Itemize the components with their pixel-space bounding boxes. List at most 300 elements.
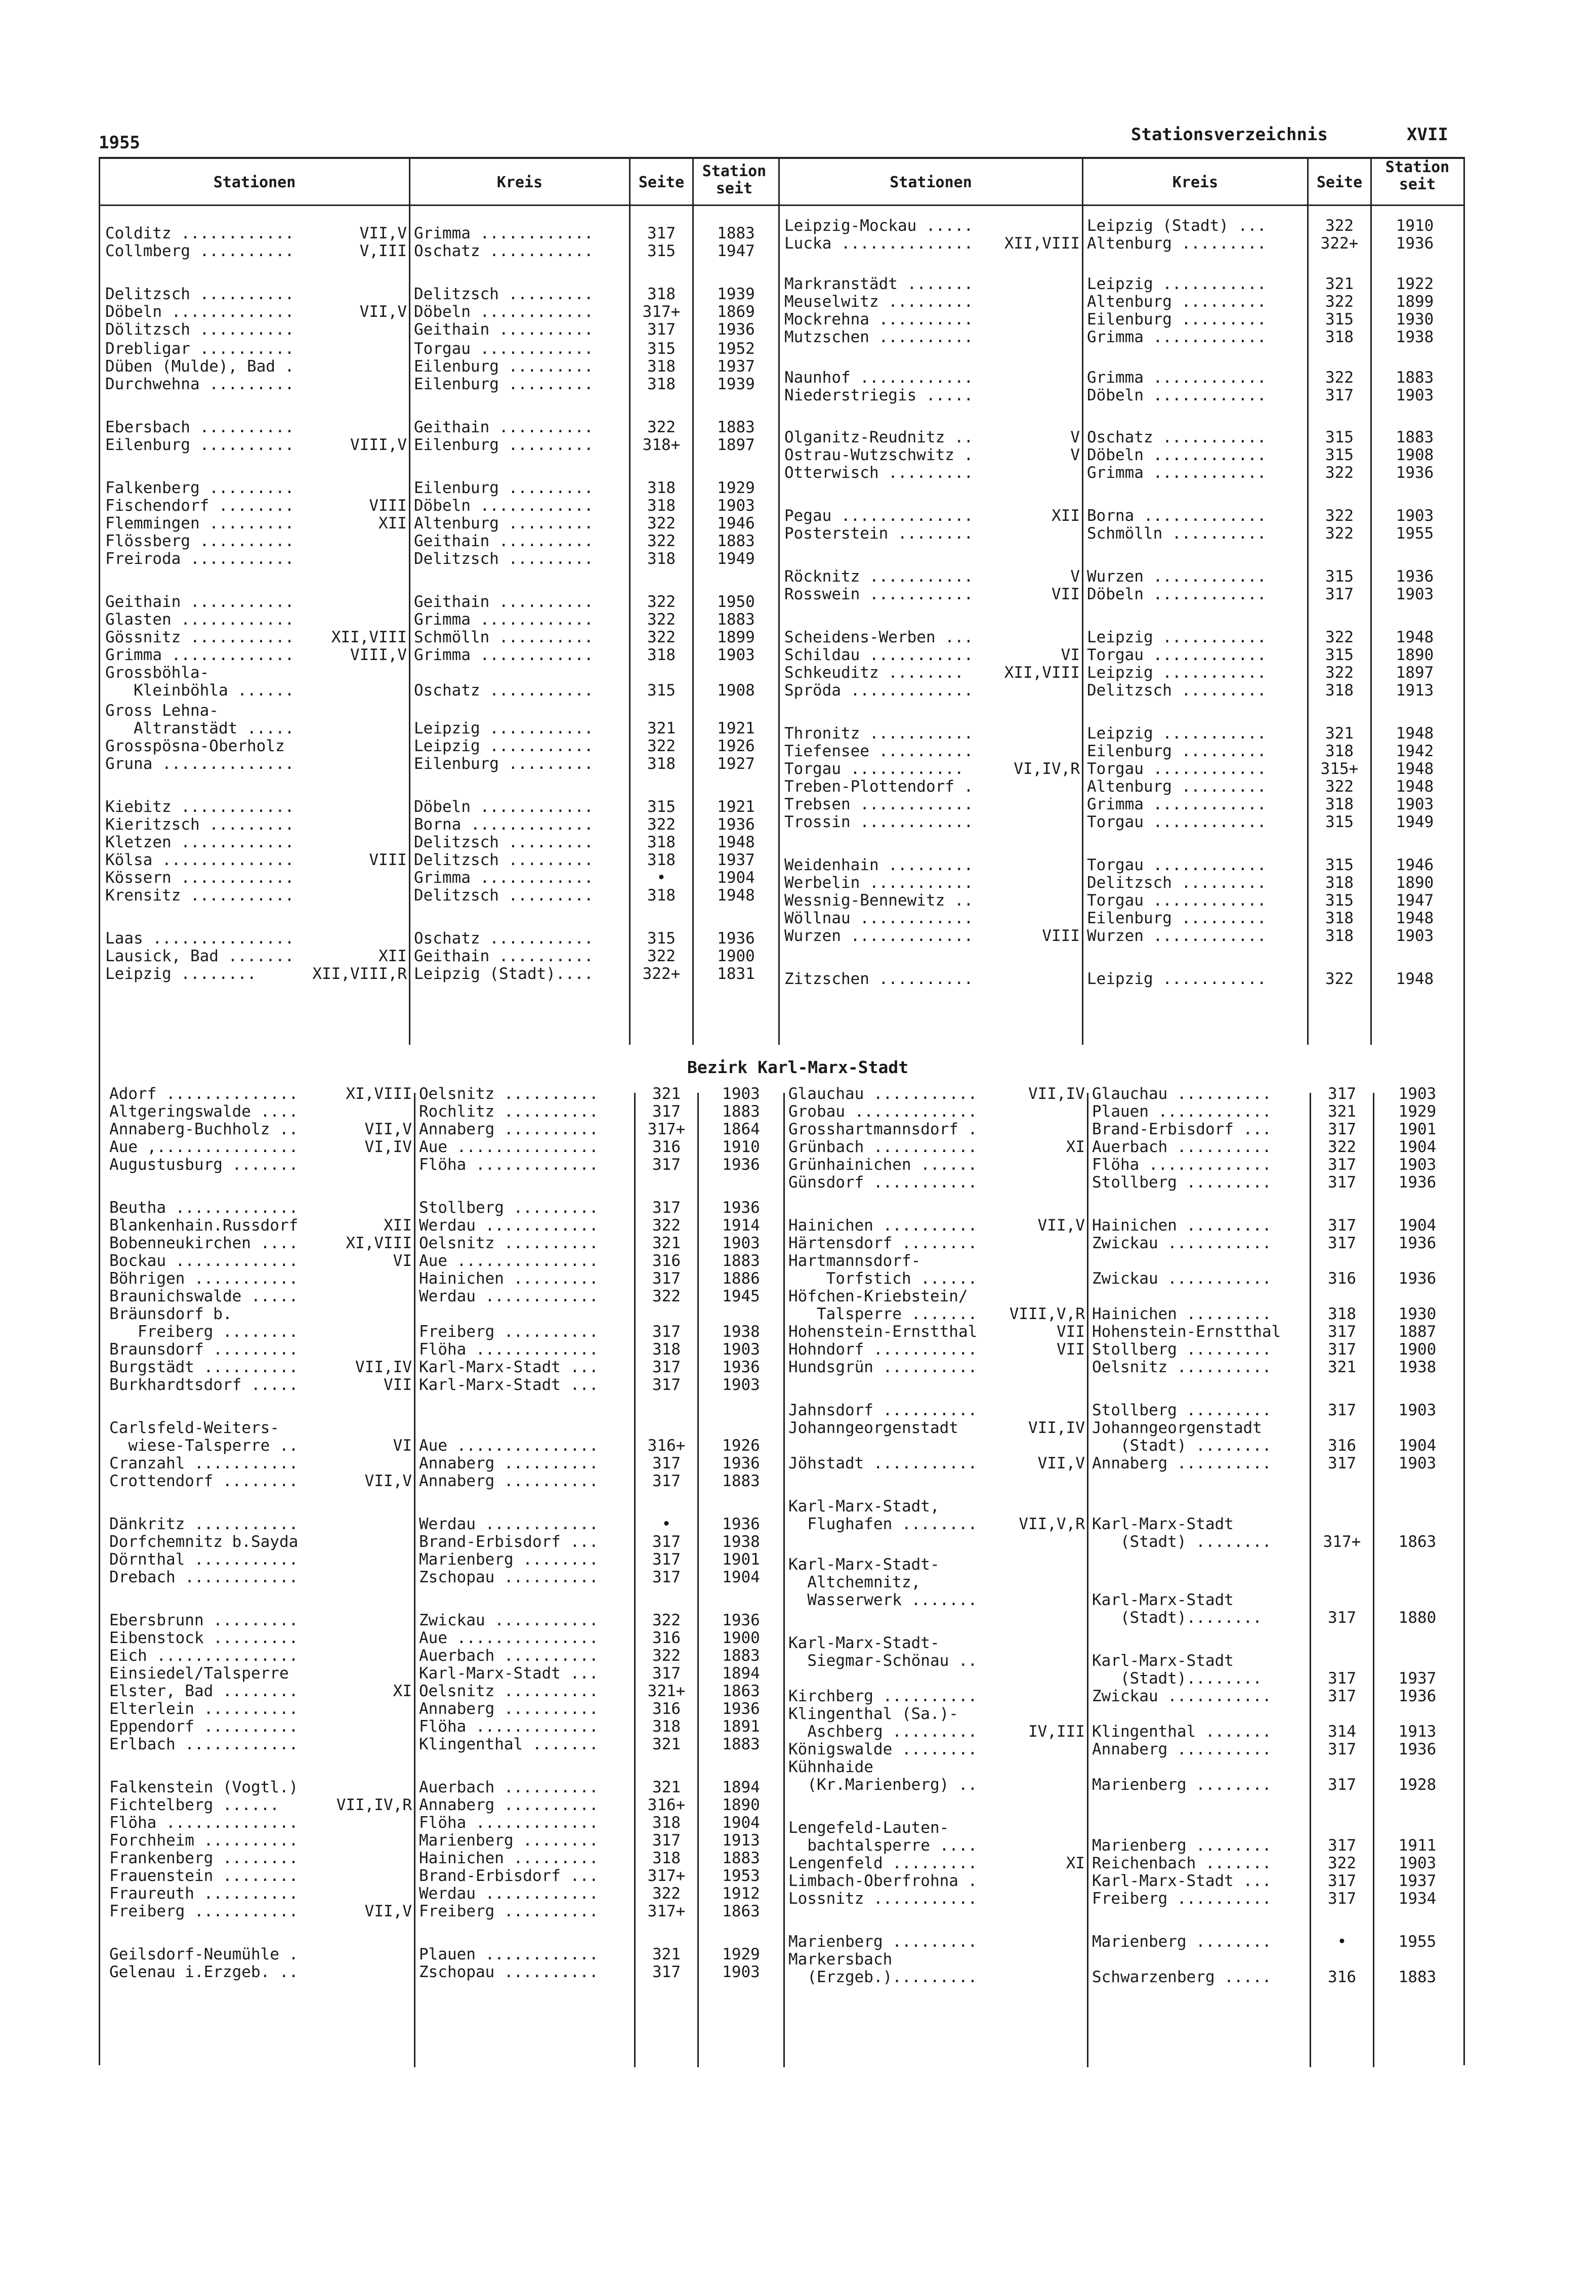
station-name: Naunhof ............ — [784, 368, 974, 387]
kreis-name: Döbeln ............ — [1087, 386, 1267, 404]
seite-value: 318+ — [642, 436, 681, 454]
seite-value: 321 — [652, 1735, 681, 1753]
seite-value: 317 — [652, 1664, 681, 1683]
kreis-name: Grimma ............ — [1087, 464, 1267, 482]
kreis-name: Karl-Marx-Stadt ... — [1092, 1872, 1272, 1890]
route-numbers: VIII — [369, 851, 407, 869]
seite-value: 322 — [1325, 628, 1354, 646]
station-since-year: 1939 — [717, 375, 755, 393]
kreis-name: Werdau ............ — [419, 1884, 599, 1903]
station-name: Crottendorf ........ — [109, 1472, 299, 1490]
seite-value: 317 — [652, 1963, 681, 1981]
station-since-year: 1883 — [717, 610, 755, 629]
kreis-name: Geithain .......... — [414, 947, 594, 965]
seite-value: 316 — [652, 1700, 681, 1718]
seite-value: 318 — [652, 1849, 681, 1867]
station-name: Drebach ............ — [109, 1568, 299, 1586]
station-since-year: 1869 — [717, 303, 755, 321]
route-numbers: VII,V — [364, 1120, 412, 1138]
kreis-name: Reichenbach ....... — [1092, 1854, 1272, 1872]
seite-value: 317 — [1328, 1454, 1356, 1472]
station-since-year: 1903 — [1398, 1085, 1437, 1103]
station-table — [99, 157, 1465, 2065]
station-since-year: 1897 — [1396, 664, 1434, 682]
station-name: Dorfchemnitz b.Sayda — [109, 1533, 299, 1551]
kreis-name: Karl-Marx-Stadt — [1092, 1591, 1234, 1609]
kreis-name: Eilenburg ......... — [414, 375, 594, 393]
header-kreis: Kreis — [496, 174, 543, 191]
seite-value: 322 — [1325, 293, 1354, 311]
kreis-name: Grimma ............ — [1087, 368, 1267, 387]
station-since-year: 1910 — [722, 1138, 760, 1156]
station-name: Röcknitz ........... — [784, 567, 974, 586]
station-name: Schildau ........... — [784, 646, 974, 664]
station-since-year: 1946 — [717, 514, 755, 532]
station-since-year: 1949 — [717, 550, 755, 568]
station-since-year: 1831 — [717, 965, 755, 983]
station-since-year: 1886 — [722, 1269, 760, 1288]
seite-value: 322 — [647, 514, 676, 532]
kreis-name: Karl-Marx-Stadt — [1092, 1652, 1234, 1670]
kreis-name: Wurzen ............ — [1087, 927, 1267, 945]
station-since-year: 1883 — [722, 1472, 760, 1490]
kreis-name: Eilenburg ......... — [1087, 742, 1267, 760]
running-title: Stationsverzeichnis — [1131, 125, 1328, 145]
station-name: Elster, Bad ........ — [109, 1682, 299, 1700]
station-since-year: 1891 — [722, 1717, 760, 1736]
station-since-year: 1936 — [722, 1454, 760, 1472]
col-divider — [783, 1093, 785, 2067]
kreis-name: Eilenburg ......... — [414, 755, 594, 773]
station-name: Talsperre ....... — [788, 1305, 978, 1323]
station-since-year: 1927 — [717, 755, 755, 773]
route-numbers: V,III — [359, 242, 407, 260]
station-since-year: 1952 — [717, 340, 755, 358]
station-since-year: 1883 — [717, 532, 755, 550]
route-numbers: XII — [1052, 507, 1080, 525]
station-name: Treben-Plottendorf . — [784, 777, 974, 796]
station-since-year: 1926 — [722, 1437, 760, 1455]
station-name: Mutzschen .......... — [784, 328, 974, 346]
seite-value: 317 — [652, 1199, 681, 1217]
seite-value: 317+ — [647, 1120, 686, 1138]
col-divider — [1087, 1093, 1088, 2067]
kreis-name: Torgau ............ — [1087, 813, 1267, 831]
route-numbers: V — [1070, 567, 1080, 586]
station-name: Limbach-Oberfrohna . — [788, 1872, 978, 1890]
station-name: Kletzen ............ — [105, 833, 295, 851]
kreis-name: Oschatz ........... — [414, 681, 594, 700]
station-since-year: 1880 — [1398, 1609, 1437, 1627]
seite-value: 322 — [1325, 464, 1354, 482]
station-since-year: 1908 — [717, 681, 755, 700]
station-since-year: 1942 — [1396, 742, 1434, 760]
station-name: Grünbach ........... — [788, 1138, 978, 1156]
station-name: Olganitz-Reudnitz .. — [784, 428, 974, 446]
station-name: Leipzig ........ — [105, 965, 257, 983]
station-name: Annaberg-Buchholz .. — [109, 1120, 299, 1138]
kreis-name: Grimma ............ — [414, 610, 594, 629]
station-name: Lausick, Bad ....... — [105, 947, 295, 965]
station-name: Grünhainichen ...... — [788, 1156, 978, 1174]
seite-value: 321 — [1325, 724, 1354, 743]
station-name: Karl-Marx-Stadt- — [788, 1555, 940, 1574]
seite-value: 318 — [1325, 874, 1354, 892]
station-since-year: 1936 — [717, 815, 755, 834]
seite-value: 317 — [1328, 1085, 1356, 1103]
kreis-name: Freiberg .......... — [419, 1323, 599, 1341]
station-since-year: 1900 — [722, 1629, 760, 1647]
station-name: Wessnig-Bennewitz .. — [784, 891, 974, 910]
station-since-year: 1883 — [722, 1102, 760, 1121]
seite-value: 318 — [1325, 681, 1354, 700]
kreis-name: (Stadt)........ — [1092, 1609, 1262, 1627]
route-numbers: V — [1070, 428, 1080, 446]
station-name: Bobenneukirchen .... — [109, 1234, 299, 1252]
seite-value: 321 — [652, 1085, 681, 1103]
station-since-year: 1921 — [717, 798, 755, 816]
kreis-name: Auerbach .......... — [419, 1647, 599, 1665]
station-since-year: 1936 — [1398, 1687, 1437, 1705]
station-name: Gössnitz ........... — [105, 628, 295, 646]
page-number: XVII — [1407, 125, 1448, 145]
kreis-name: Altenburg ......... — [414, 514, 594, 532]
station-name: Burkhardtsdorf ..... — [109, 1376, 299, 1394]
station-name: Pegau .............. — [784, 507, 974, 525]
route-numbers: VI — [393, 1437, 412, 1455]
seite-value: 318 — [1325, 328, 1354, 346]
kreis-name: Delitzsch ......... — [414, 285, 594, 303]
seite-value: 321 — [1328, 1102, 1356, 1121]
station-name: Einsiedel/Talsperre — [109, 1664, 289, 1683]
station-since-year: 1903 — [722, 1234, 760, 1252]
station-since-year: 1903 — [722, 1085, 760, 1103]
station-name: Karl-Marx-Stadt- — [788, 1634, 940, 1652]
kreis-name: Brand-Erbisdorf ... — [419, 1867, 599, 1885]
kreis-name: Leipzig ........... — [1087, 628, 1267, 646]
seite-value: 318 — [1328, 1305, 1356, 1323]
header-station-seit-right: Station seit — [1385, 158, 1450, 193]
station-name: Bräunsdorf b. — [109, 1305, 232, 1323]
station-since-year: 1936 — [1396, 234, 1434, 253]
station-since-year: 1938 — [722, 1533, 760, 1551]
station-name: Lengenfeld ......... — [788, 1854, 978, 1872]
route-numbers: VIII,V — [350, 436, 407, 454]
kreis-name: Delitzsch ......... — [414, 833, 594, 851]
kreis-name: Karl-Marx-Stadt ... — [419, 1376, 599, 1394]
route-numbers: VII — [1057, 1323, 1085, 1341]
station-name: Beutha ............. — [109, 1199, 299, 1217]
seite-value: 321+ — [647, 1682, 686, 1700]
kreis-name: Leipzig (Stadt).... — [414, 965, 594, 983]
station-name: Colditz ............ — [105, 224, 295, 242]
kreis-name: Leipzig ........... — [1087, 275, 1267, 293]
seite-value: 314 — [1328, 1723, 1356, 1741]
seite-value: 318 — [647, 886, 676, 905]
station-name: Gruna .............. — [105, 755, 295, 773]
kreis-name: Schwarzenberg ..... — [1092, 1968, 1272, 1986]
kreis-name: Zwickau ........... — [1092, 1234, 1272, 1252]
station-name: Trebsen ............ — [784, 795, 974, 813]
kreis-name: Aue ............... — [419, 1138, 599, 1156]
station-name: Höfchen-Kriebstein/ — [788, 1287, 968, 1305]
seite-value: 322 — [1325, 217, 1354, 235]
seite-value: 318 — [652, 1717, 681, 1736]
station-since-year: 1953 — [722, 1867, 760, 1885]
kreis-name: Marienberg ........ — [419, 1550, 599, 1569]
kreis-name: Altenburg ......... — [1087, 777, 1267, 796]
route-numbers: VII,V — [364, 1472, 412, 1490]
station-since-year: 1936 — [1396, 464, 1434, 482]
station-since-year: 1948 — [1396, 777, 1434, 796]
station-name: Hartmannsdorf- — [788, 1252, 921, 1270]
seite-value: 322 — [647, 815, 676, 834]
station-since-year: 1904 — [1398, 1138, 1437, 1156]
route-numbers: XI — [393, 1682, 412, 1700]
kreis-name: Flöha ............. — [1092, 1156, 1272, 1174]
kreis-name: Geithain .......... — [414, 418, 594, 436]
kreis-name: Marienberg ........ — [1092, 1776, 1272, 1794]
station-since-year: 1883 — [1398, 1968, 1437, 1986]
station-name: Braunichswalde ..... — [109, 1287, 299, 1305]
seite-value: 318 — [647, 833, 676, 851]
station-name: Grimma ............. — [105, 646, 295, 664]
kreis-name: Annaberg .......... — [1092, 1454, 1272, 1472]
kreis-name: Döbeln ............ — [1087, 446, 1267, 464]
kreis-name: Eilenburg ......... — [1087, 909, 1267, 927]
station-name: Fraureuth .......... — [109, 1884, 299, 1903]
kreis-name: Marienberg ........ — [1092, 1933, 1272, 1951]
kreis-name: Grimma ............ — [414, 224, 594, 242]
station-since-year: 1904 — [722, 1814, 760, 1832]
seite-value: 317 — [1328, 1687, 1356, 1705]
seite-value: 321 — [1325, 275, 1354, 293]
station-name: Glasten ............ — [105, 610, 295, 629]
kreis-name: Oelsnitz .......... — [1092, 1358, 1272, 1376]
station-name: Laas ............... — [105, 929, 295, 948]
kreis-name: Altenburg ......... — [1087, 234, 1267, 253]
kreis-name: Schmölln .......... — [414, 628, 594, 646]
station-since-year: 1900 — [1398, 1340, 1437, 1359]
station-since-year: 1903 — [1396, 386, 1434, 404]
station-name: Grobau ............. — [788, 1102, 978, 1121]
seite-value: 316 — [1328, 1437, 1356, 1455]
station-since-year: 1936 — [722, 1611, 760, 1629]
kreis-name: Geithain .......... — [414, 320, 594, 339]
seite-value: 322 — [647, 628, 676, 646]
station-name: Erlbach ............ — [109, 1735, 299, 1753]
station-since-year: 1936 — [1396, 567, 1434, 586]
kreis-name: Stollberg ......... — [1092, 1401, 1272, 1419]
kreis-name: Klingenthal ....... — [419, 1735, 599, 1753]
kreis-name: Hainichen ......... — [419, 1269, 599, 1288]
station-since-year: 1883 — [717, 224, 755, 242]
kreis-name: Leipzig ........... — [1087, 970, 1267, 988]
station-name: Adorf .............. — [109, 1085, 299, 1103]
station-since-year: 1903 — [1398, 1156, 1437, 1174]
station-name: Torgau ............ — [784, 760, 964, 778]
seite-value: 317 — [652, 1454, 681, 1472]
seite-value: 322 — [1325, 507, 1354, 525]
station-since-year: 1929 — [717, 479, 755, 497]
seite-value: 315+ — [1320, 760, 1359, 778]
station-since-year: 1903 — [1396, 585, 1434, 603]
station-since-year: 1910 — [1396, 217, 1434, 235]
station-since-year: 1913 — [722, 1831, 760, 1850]
kreis-name: Annaberg .......... — [419, 1796, 599, 1814]
station-since-year: 1904 — [722, 1568, 760, 1586]
kreis-name: Freiberg .......... — [1092, 1890, 1272, 1908]
station-since-year: 1936 — [1398, 1269, 1437, 1288]
station-since-year: 1890 — [722, 1796, 760, 1814]
seite-value: 322 — [652, 1611, 681, 1629]
station-name: Frankenberg ........ — [109, 1849, 299, 1867]
station-name: Altranstädt ..... — [105, 719, 295, 737]
seite-value: 317 — [1328, 1669, 1356, 1688]
station-since-year: 1897 — [717, 436, 755, 454]
seite-value: 317 — [1328, 1340, 1356, 1359]
kreis-name: (Stadt) ........ — [1092, 1533, 1272, 1551]
seite-value: 317 — [652, 1269, 681, 1288]
station-name: Altgeringswalde .... — [109, 1102, 299, 1121]
station-name: Flössberg .......... — [105, 532, 295, 550]
station-name: Kirchberg .......... — [788, 1687, 978, 1705]
station-since-year: 1894 — [722, 1664, 760, 1683]
kreis-name: Glauchau .......... — [1092, 1085, 1272, 1103]
kreis-name: Zwickau ........... — [1092, 1269, 1272, 1288]
kreis-name: Borna ............. — [1087, 507, 1267, 525]
seite-value: 315 — [647, 798, 676, 816]
station-name: Düben (Mulde), Bad . — [105, 357, 295, 376]
station-since-year: 1903 — [1396, 507, 1434, 525]
kreis-name: Aue ............... — [419, 1252, 599, 1270]
header-seite-right: Seite — [1316, 174, 1363, 191]
station-name: Gross Lehna- — [105, 702, 219, 720]
station-name: Eibenstock ......... — [109, 1629, 299, 1647]
station-since-year: 1863 — [1398, 1533, 1437, 1551]
route-numbers: XI — [1066, 1854, 1085, 1872]
station-since-year: 1894 — [722, 1778, 760, 1796]
seite-value: 315 — [1325, 813, 1354, 831]
header-station-seit: Station seit — [702, 162, 767, 197]
station-name: Trossin ............ — [784, 813, 974, 831]
seite-value: 317 — [652, 1472, 681, 1490]
station-name: Zitzschen .......... — [784, 970, 974, 988]
station-since-year: 1911 — [1398, 1836, 1437, 1855]
route-numbers: VII — [1052, 585, 1080, 603]
station-name: Augustusburg ....... — [109, 1156, 299, 1174]
station-name: Siegmar-Schönau .. — [788, 1652, 978, 1670]
kreis-name: Grimma ............ — [1087, 795, 1267, 813]
station-since-year: 1936 — [722, 1358, 760, 1376]
seite-value: 322 — [647, 947, 676, 965]
kreis-name: Delitzsch ......... — [1087, 681, 1267, 700]
station-name: Grosspösna-Oberholz — [105, 737, 285, 755]
kreis-name: Klingenthal ....... — [1092, 1723, 1272, 1741]
seite-value: 318 — [647, 646, 676, 664]
seite-value: 322 — [647, 610, 676, 629]
station-name: Tiefensee .......... — [784, 742, 974, 760]
station-name: Falkenberg ......... — [105, 479, 295, 497]
station-since-year: 1936 — [722, 1199, 760, 1217]
seite-value: 316 — [1328, 1968, 1356, 1986]
seite-value: 321 — [1328, 1358, 1356, 1376]
station-since-year: 1913 — [1396, 681, 1434, 700]
station-name: Kühnhaide — [788, 1758, 873, 1776]
station-name: Kleinböhla ...... — [105, 681, 295, 700]
station-since-year: 1863 — [722, 1902, 760, 1920]
station-since-year: 1936 — [722, 1156, 760, 1174]
station-since-year: 1904 — [1398, 1216, 1437, 1235]
seite-value: 317+ — [1323, 1533, 1361, 1551]
station-name: Johanngeorgenstadt — [788, 1419, 958, 1437]
station-name: Jöhstadt ........... — [788, 1454, 978, 1472]
seite-value: 317 — [1328, 1609, 1356, 1627]
route-numbers: VII — [1057, 1340, 1085, 1359]
kreis-name: Werdau ............ — [419, 1216, 599, 1235]
station-name: Flemmingen ......... — [105, 514, 295, 532]
seite-value: 317 — [1328, 1740, 1356, 1758]
station-name: Hohenstein-Ernstthal — [788, 1323, 978, 1341]
station-since-year: 1945 — [722, 1287, 760, 1305]
seite-value: • — [661, 1515, 671, 1533]
station-name: Böhrigen ........... — [109, 1269, 299, 1288]
kreis-name: Freiberg .......... — [419, 1902, 599, 1920]
station-since-year: 1936 — [1398, 1173, 1437, 1192]
kreis-name: Delitzsch ......... — [414, 550, 594, 568]
station-name: Wöllnau ............ — [784, 909, 974, 927]
station-name: Niederstriegis ..... — [784, 386, 974, 404]
station-name: Dölitzsch .......... — [105, 320, 295, 339]
route-numbers: VI — [1061, 646, 1080, 664]
kreis-name: Eilenburg ......... — [414, 357, 594, 376]
kreis-name: Wurzen ............ — [1087, 567, 1267, 586]
station-name: Spröda ............. — [784, 681, 974, 700]
station-name: Dörnthal ........... — [109, 1550, 299, 1569]
kreis-name: Torgau ............ — [1087, 856, 1267, 874]
kreis-name: Annaberg .......... — [419, 1454, 599, 1472]
station-since-year: 1926 — [717, 737, 755, 755]
col-divider — [409, 159, 410, 1045]
station-name: Lossnitz ........... — [788, 1890, 978, 1908]
seite-value: 322 — [1325, 970, 1354, 988]
kreis-name: Hainichen ......... — [419, 1849, 599, 1867]
seite-value: 316 — [1328, 1269, 1356, 1288]
station-name: Hundsgrün .......... — [788, 1358, 978, 1376]
station-name: Flughafen ........ — [788, 1515, 978, 1533]
col-divider — [1082, 159, 1083, 1045]
kreis-name: Döbeln ............ — [414, 798, 594, 816]
station-since-year: 1948 — [1396, 724, 1434, 743]
station-name: Burgstädt .......... — [109, 1358, 299, 1376]
route-numbers: VII,V — [1037, 1216, 1085, 1235]
seite-value: 321 — [652, 1234, 681, 1252]
station-name: Rosswein ........... — [784, 585, 974, 603]
seite-value: 318 — [647, 755, 676, 773]
station-since-year: 1883 — [717, 418, 755, 436]
kreis-name: Eilenburg ......... — [1087, 310, 1267, 329]
seite-value: 315 — [1325, 428, 1354, 446]
kreis-name: Borna ............. — [414, 815, 594, 834]
station-since-year: 1936 — [717, 929, 755, 948]
seite-value: 321 — [652, 1778, 681, 1796]
station-since-year: 1890 — [1396, 646, 1434, 664]
station-name: Schkeuditz ........ — [784, 664, 964, 682]
kreis-name: Werdau ............ — [419, 1515, 599, 1533]
station-since-year: 1899 — [1396, 293, 1434, 311]
kreis-name: Stollberg ......... — [1092, 1340, 1272, 1359]
seite-value: 317 — [1328, 1173, 1356, 1192]
